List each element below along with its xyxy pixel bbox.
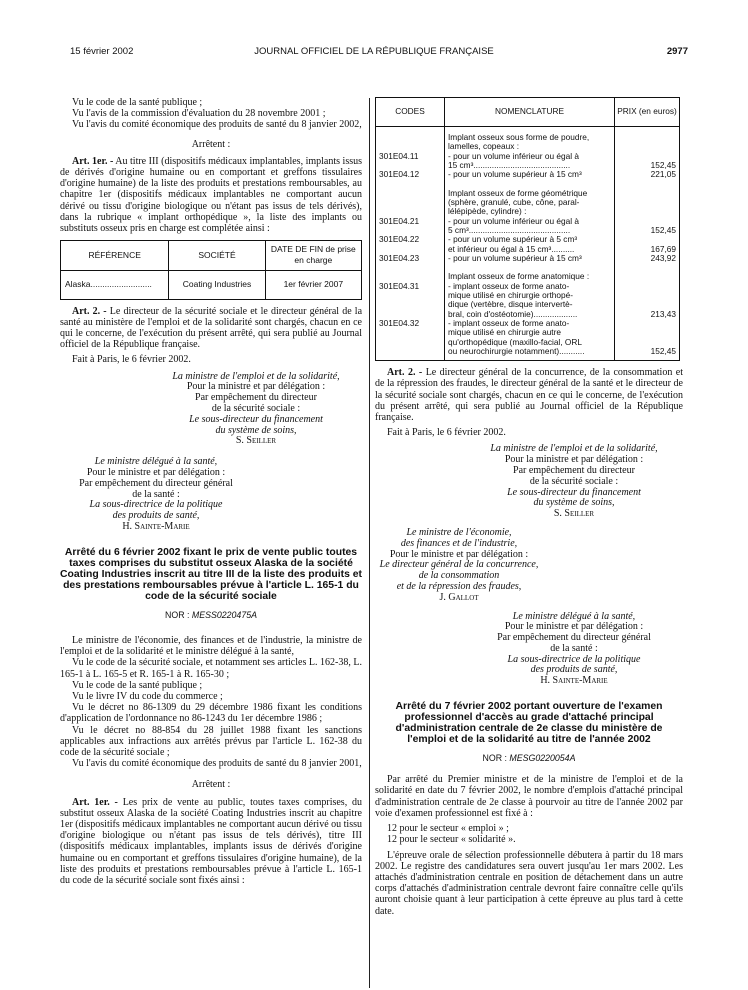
signature-line: Par empêchement du directeur général — [79, 477, 233, 489]
codes-column — [376, 127, 445, 361]
nor-label: NOR : — [165, 609, 190, 620]
table-code-line — [379, 300, 441, 309]
signature-line: des produits de santé, — [530, 664, 618, 676]
nor-value: MESS0220475A — [191, 609, 257, 620]
signature-line: Le ministre de l'économie, — [406, 526, 512, 538]
table-nom-line: bral, coin d'ostéotomie)................... — [448, 309, 578, 319]
signature-line: Pour le ministre et par délégation : — [389, 548, 529, 560]
paragraph: Par arrêté du Premier ministre et de la ministre de l'emploi et de la solidarité en date du 7 février 2002, le nombre d'emplois d'attaché principal d'administration centrale de 2e classe à pourvoir au titre de l'année 2002 par voie d'examen professionnel est fixé à : — [375, 774, 683, 819]
signature-block — [375, 444, 683, 520]
signature-line: du système de soins, — [215, 424, 297, 436]
table-nom-line: mique utilisé en chirurgie orthopé- — [448, 291, 573, 301]
signatory-name: S. Seiller — [553, 508, 595, 520]
article-2-text: Le directeur général de la concurrence, de la consommation et de la répression des fraudes, le directeur général de la santé et le directeur de la sécurité sociale sont chargés, chacun en ce qui le concerne, de l'exécution du présent arrêté, qui sera publié au Journal officiel de la République française. — [375, 367, 684, 423]
table-code-line: 301E04.22 — [379, 234, 420, 245]
signature-line: de la consommation — [418, 570, 500, 582]
implant-table — [60, 240, 362, 299]
signature-line: Par empêchement du directeur général — [497, 632, 651, 644]
signature-line: et de la répression des fraudes, — [396, 580, 522, 592]
signature-line: de la santé : — [550, 642, 598, 654]
signatory-name: S. Seiller — [235, 435, 277, 447]
signature-line: Pour le ministre et par délégation : — [86, 467, 226, 479]
table-header-nomenclature: NOMENCLATURE — [445, 98, 615, 127]
table-price-line — [618, 282, 676, 291]
header-date: 15 février 2002 — [70, 46, 134, 57]
signature-line: des finances et de l'industrie, — [400, 537, 518, 549]
table-code-line — [379, 179, 441, 188]
fait-a-paris: Fait à Paris, le 6 février 2002. — [72, 354, 191, 366]
left-column — [60, 97, 362, 886]
table-nom-line: - implant osseux de forme anato- — [448, 318, 570, 328]
vu-line: Vu le décret no 88-854 du 28 juillet 1988 fixant les sanctions applicables aux infractions aux arrêtés prévus par l'article L. 162-38 du code de la sécurité sociale ; — [60, 724, 362, 759]
vu-line: Vu le code de la sécurité sociale, et notamment ses articles L. 162-38, L. 165-1 à L. 165-5 et R. 165-1 à R. 165-30 ; — [60, 657, 362, 680]
table-nom-line: 15 cm³.......................................... — [448, 160, 571, 170]
article-1-text: Au titre III (dispositifs médicaux implantables, implants issus de dérivés d'origine humaine ou en comportant et greffons tissulaires d'origine humaine) de la liste des produits et prestations remboursables, au chapitre 1er (dispositifs médicaux implantables ne comportant aucun dérivé ou tissu d'origine biologique ou n'étant pas issus de tels dérivés), dans la rubrique « implant orthopédique », la liste des implants ou substituts osseux pris en charge est complétée ainsi : — [60, 155, 362, 235]
signature-line: La ministre de l'emploi et de la solidarité, — [490, 443, 658, 455]
article-1b-label: Art. 1er. - — [72, 796, 118, 808]
table-header-date-fin: DATE DE FIN de prise en charge — [265, 241, 361, 270]
table-code-line: 301E04.12 — [379, 169, 420, 180]
table-code-line: 301E04.23 — [379, 252, 420, 263]
table-code-line — [379, 291, 441, 300]
vu-line: Vu l'avis du comité économique des produits de santé du 8 janvier 2002, — [72, 119, 362, 131]
table-cell-reference: Alaska.......................... — [61, 270, 169, 299]
table-price-line — [618, 328, 676, 337]
table-code-line: 301E04.31 — [379, 280, 420, 291]
table-nom-line: lélépipède, cylindre) : — [448, 207, 527, 217]
table-price-line — [618, 272, 676, 281]
table-code-line — [379, 338, 441, 347]
paragraph: L'épreuve orale de sélection professionnelle débutera à partir du 18 mars 2002. Le registre des candidatures sera ouvert jusqu'au 1er mars 2002. Les attachés d'administration centrale en position de détachement dans un autre corps d'attachés d'administration centrale devront faire connaître celle qu'ils auront choisie quant à leur participation à cette épreuve au plus tard à cette date. — [375, 849, 683, 917]
signature-line: Le sous-directeur du financement — [507, 486, 641, 498]
article-1-label: Art. 1er. - — [72, 155, 114, 167]
table-nom-line: lamelles, copeaux : — [448, 142, 520, 152]
table-header-codes: CODES — [376, 98, 445, 127]
signature-block — [60, 372, 362, 448]
table-nom-line: ou neurochirurgie notamment)........... — [448, 346, 585, 356]
table-price-line — [618, 198, 676, 207]
table-nom-line: Implant osseux de forme anatomique : — [448, 272, 590, 282]
table-nom-line: - pour un volume supérieur à 5 cm³ — [448, 235, 578, 245]
table-nom-line: - pour un volume supérieur à 15 cm³ — [448, 170, 582, 180]
list-item: 12 pour le secteur « emploi » ; — [387, 823, 509, 835]
decree-title: Arrêté du 7 février 2002 portant ouverture de l'examen professionnel d'accès au grade d'attaché principal d'administration centrale de 2e classe du ministère de l'emploi et de la solidarité au titre de l'année 2002 — [395, 701, 663, 746]
signature-block — [375, 528, 683, 604]
arretent-heading: Arrêtent : — [191, 138, 231, 150]
table-price-line: 167,69 — [650, 243, 676, 254]
table-price-line: 152,45 — [650, 224, 676, 235]
table-price-line — [618, 189, 676, 198]
table-code-line: 301E04.32 — [379, 317, 420, 328]
signature-line: Pour la ministre et par délégation : — [504, 454, 644, 466]
table-price-line — [618, 207, 676, 216]
arretent-heading: Arrêtent : — [191, 779, 231, 791]
table-nom-line: - pour un volume supérieur à 15 cm³ — [448, 253, 582, 263]
list-item: 12 pour le secteur « solidarité ». — [387, 834, 516, 846]
table-code-line: 301E04.11 — [379, 150, 419, 161]
decree-title: Arrêté du 6 février 2002 fixant le prix de vente public toutes taxes comprises du substitut osseux Alaska de la société Coating Industries inscrit au titre III de la liste des produits et des prestations remboursables prévue à l'article L. 165-1 du code de la sécurité sociale — [60, 546, 362, 602]
table-price-line — [618, 291, 676, 300]
column-divider — [369, 98, 370, 988]
signature-line: des produits de santé, — [112, 510, 200, 522]
table-nom-line: - implant osseux de forme anato- — [448, 281, 570, 291]
signatory-name: J. Gallot — [439, 591, 479, 603]
table-code-line — [379, 347, 441, 356]
table-price-line: 152,45 — [650, 159, 676, 170]
table-code-line — [379, 328, 441, 337]
vu-line: Vu l'avis de la commission d'évaluation du 28 novembre 2001 ; — [72, 108, 326, 120]
table-code-line: 301E04.21 — [379, 215, 420, 226]
signature-line: La sous-directrice de la politique — [89, 499, 223, 511]
table-code-line — [379, 133, 441, 142]
article-2-label: Art. 2. - — [387, 367, 423, 379]
signatory-name: H. Sainte-Marie — [122, 521, 190, 533]
table-nom-line: mique utilisé en chirurgie autre — [448, 328, 561, 338]
table-row — [61, 270, 362, 299]
table-code-line — [379, 189, 441, 198]
table-header-prix: PRIX (en euros) — [615, 98, 680, 127]
table-nom-line: 5 cm³............................................ — [448, 225, 571, 235]
table-code-line — [379, 263, 441, 272]
table-price-line — [618, 319, 676, 328]
signature-line: La sous-directrice de la politique — [507, 653, 641, 665]
table-header-reference: RÉFÉRENCE — [61, 241, 169, 270]
table-header-societe: SOCIÉTÉ — [169, 241, 265, 270]
signature-line: La ministre de l'emploi et de la solidarité, — [172, 370, 340, 382]
signature-line: Par empêchement du directeur — [195, 392, 317, 404]
signature-line: de la sécurité sociale : — [529, 475, 619, 487]
signature-line: du système de soins, — [533, 497, 615, 509]
table-nom-line: Implant osseux de forme géométrique — [448, 188, 588, 198]
table-cell-societe: Coating Industries — [169, 270, 265, 299]
nor-value: MESG0220054A — [509, 753, 576, 764]
table-code-line — [379, 198, 441, 207]
vu-line: Vu le code de la santé publique ; — [72, 679, 203, 691]
signature-line: Le ministre délégué à la santé, — [512, 610, 636, 622]
fait-a-paris: Fait à Paris, le 6 février 2002. — [387, 427, 506, 439]
vu-line: Vu l'avis du comité économique des produits de santé du 8 janvier 2001, — [72, 758, 362, 770]
header-page-number: 2977 — [666, 46, 688, 57]
signature-line: de la santé : — [132, 488, 180, 500]
page-header — [0, 46, 748, 60]
table-price-line: 213,43 — [650, 308, 676, 319]
table-price-line: 243,92 — [650, 252, 676, 263]
signature-line: Le sous-directeur du financement — [189, 413, 323, 425]
table-price-line: 152,45 — [650, 345, 676, 356]
signature-block — [375, 612, 683, 688]
preamble: Le ministre de l'économie, des finances et de l'industrie, la ministre de l'emploi et de la solidarité et le ministre délégué à la santé, — [60, 635, 362, 658]
vu-line: Vu le livre IV du code du commerce ; — [72, 691, 223, 703]
table-nom-line: Implant osseux sous forme de poudre, — [448, 133, 590, 142]
nor-reference — [375, 753, 683, 764]
signature-line: Par empêchement du directeur — [513, 464, 635, 476]
article-1 — [60, 156, 362, 234]
table-price-line: 221,05 — [650, 169, 676, 180]
signature-line: Le ministre délégué à la santé, — [94, 456, 218, 468]
signature-line: Le directeur général de la concurrence, — [379, 559, 539, 571]
price-table — [375, 97, 680, 361]
signature-block — [60, 457, 362, 533]
nor-reference — [60, 610, 362, 621]
article-1b-text: Les prix de vente au public, toutes taxes comprises, du substitut osseux Alaska de la société Coating Industries inscrit au chapitre 1er (dispositifs médicaux implantables ne comportant aucun dérivé ou tissu d'origine biologique ou n'étant pas issus de tels dérivés), titre III (dispositifs médicaux implantables, implants issus de dérivés d'origine humaine ou en comportant et greffons tissulaires d'origine humaine), de la liste des produits et prestations remboursables prévue à l'article L. 165-1 du code de la sécurité sociale sont fixés ainsi : — [60, 796, 362, 887]
table-price-line — [618, 179, 676, 188]
table-nom-line — [448, 179, 611, 188]
table-price-line — [618, 263, 676, 272]
table-price-line — [618, 133, 676, 142]
nor-label: NOR : — [482, 753, 507, 764]
price-column — [615, 127, 680, 361]
signature-line: de la sécurité sociale : — [211, 403, 301, 415]
table-cell-date: 1er février 2007 — [265, 270, 361, 299]
table-nom-line: dique (vertèbre, disque intervertè- — [448, 300, 573, 310]
article-2-label: Art. 2. - — [72, 305, 107, 317]
table-nom-line: - pour un volume inférieur ou égal à — [448, 216, 579, 226]
nomenclature-column — [445, 127, 615, 361]
vu-line: Vu le code de la santé publique ; — [72, 97, 203, 108]
signature-line: Pour la ministre et par délégation : — [186, 381, 326, 393]
article-2 — [60, 306, 362, 351]
table-nom-line — [448, 263, 611, 272]
vu-line: Vu le décret no 86-1309 du 29 décembre 1986 fixant les conditions d'application de l'ordonnance no 86-1243 du 1er décembre 1986 ; — [60, 702, 362, 725]
signature-line: Pour le ministre et par délégation : — [504, 621, 644, 633]
signatory-name: H. Sainte-Marie — [540, 675, 608, 687]
table-nom-line: et inférieur ou égal à 15 cm³.......... — [448, 244, 575, 254]
header-journal-title: JOURNAL OFFICIEL DE LA RÉPUBLIQUE FRANÇAISE — [254, 46, 494, 57]
table-price-line — [618, 142, 676, 151]
article-2-text: Le directeur de la sécurité sociale et le directeur général de la santé au ministère de l'emploi et de la solidarité sont chargés, chacun en ce qui le concerne, de l'exécution du présent arrêté, qui sera publié au Journal officiel de la République française. — [60, 305, 363, 351]
article-1b — [60, 797, 362, 887]
table-nom-line: (sphère, granulé, cube, cône, paral- — [448, 198, 580, 208]
article-2 — [375, 367, 683, 423]
table-nom-line: qu'orthopédique (maxillo-facial, ORL — [448, 337, 582, 347]
right-column — [375, 97, 683, 917]
table-nom-line: - pour un volume inférieur ou égal à — [448, 151, 579, 161]
